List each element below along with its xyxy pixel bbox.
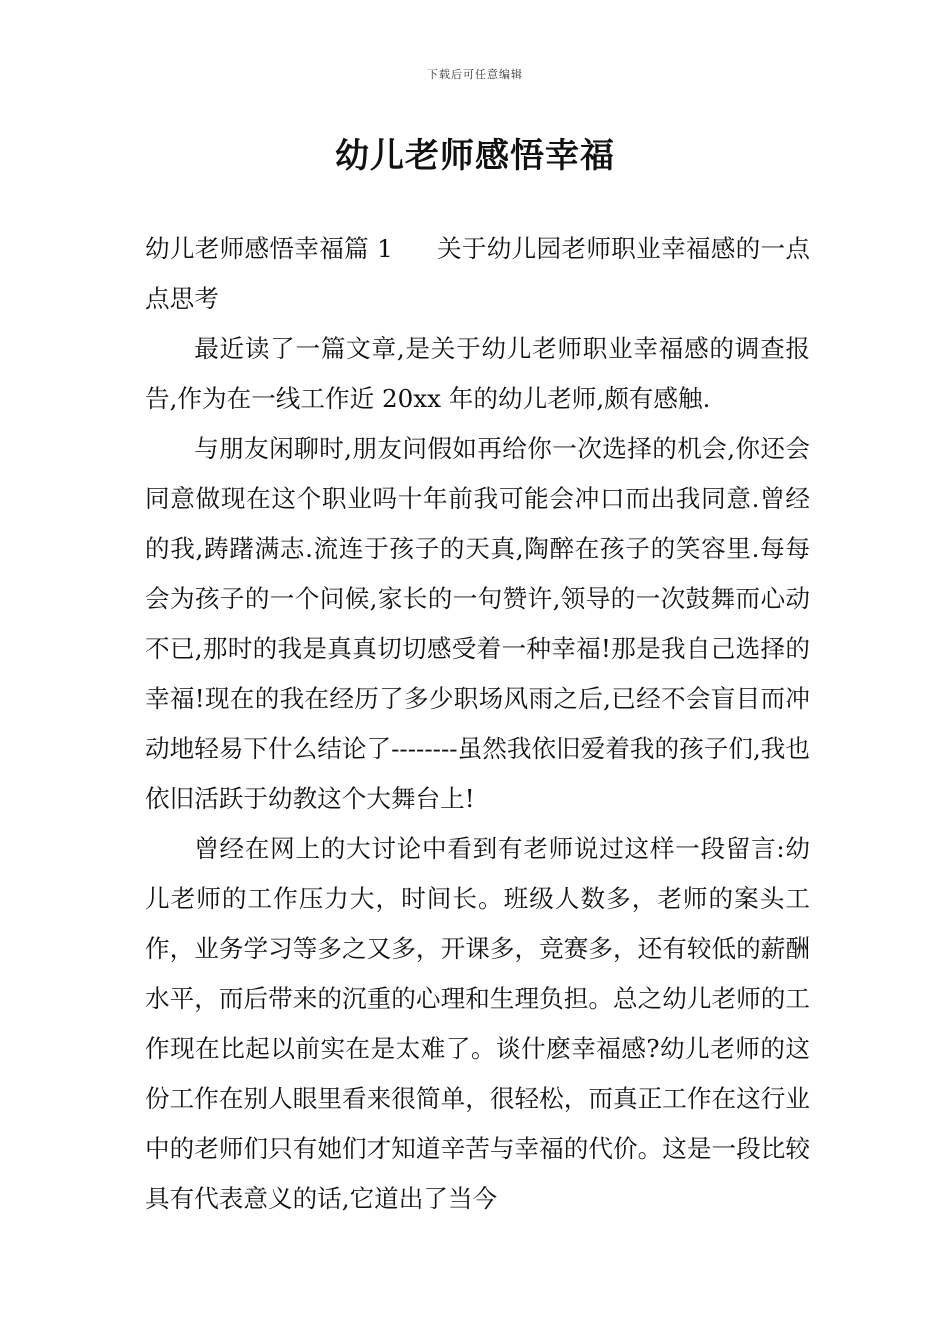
header-note: 下载后可任意编辑 <box>427 68 523 81</box>
paragraph: 曾经在网上的大讨论中看到有老师说过这样一段留言:幼儿老师的工作压力大，时间长。班级人数多，老师的案头工作，业务学习等多之又多，开课多，竞赛多，还有较低的薪酬水平，而后带来的沉重的心理和生理负担。总之幼儿老师的工作现在比起以前实在是太难了。谈什麽幸福感?幼儿老师的这份工作在别人眼里看来很简单，很轻松，而真正工作在这行业中的老师们只有她们才知道辛苦与幸福的代价。这是一段比较具有代表意义的话,它道出了当今 <box>145 834 810 1213</box>
document-body <box>145 224 810 1224</box>
section-subtitle: 关于幼儿园老师职业幸福感的一点点思考 <box>145 234 810 313</box>
section-heading <box>145 224 810 324</box>
paragraph: 最近读了一篇文章,是关于幼儿老师职业幸福感的调查报告,作为在一线工作近 20xx 年的幼儿老师,颇有感触. <box>145 334 810 413</box>
section-label: 幼儿老师感悟幸福篇 1 <box>145 234 393 263</box>
paragraph: 与朋友闲聊时,朋友问假如再给你一次选择的机会,你还会同意做现在这个职业吗十年前我可能会冲口而出我同意.曾经的我,踌躇满志.流连于孩子的天真,陶醉在孩子的笑容里.每每会为孩子的一个问候,家长的一句赞许,领导的一次鼓舞而心动不已,那时的我是真真切切感受着一种幸福!那是我自己选择的幸福!现在的我在经历了多少职场风雨之后,已经不会盲目而冲动地轻易下什么结论了--------虽然我依旧爱着我的孩子们,我也依旧活跃于幼教这个大舞台上! <box>145 434 810 813</box>
document-title: 幼儿老师感悟幸福 <box>335 136 615 176</box>
